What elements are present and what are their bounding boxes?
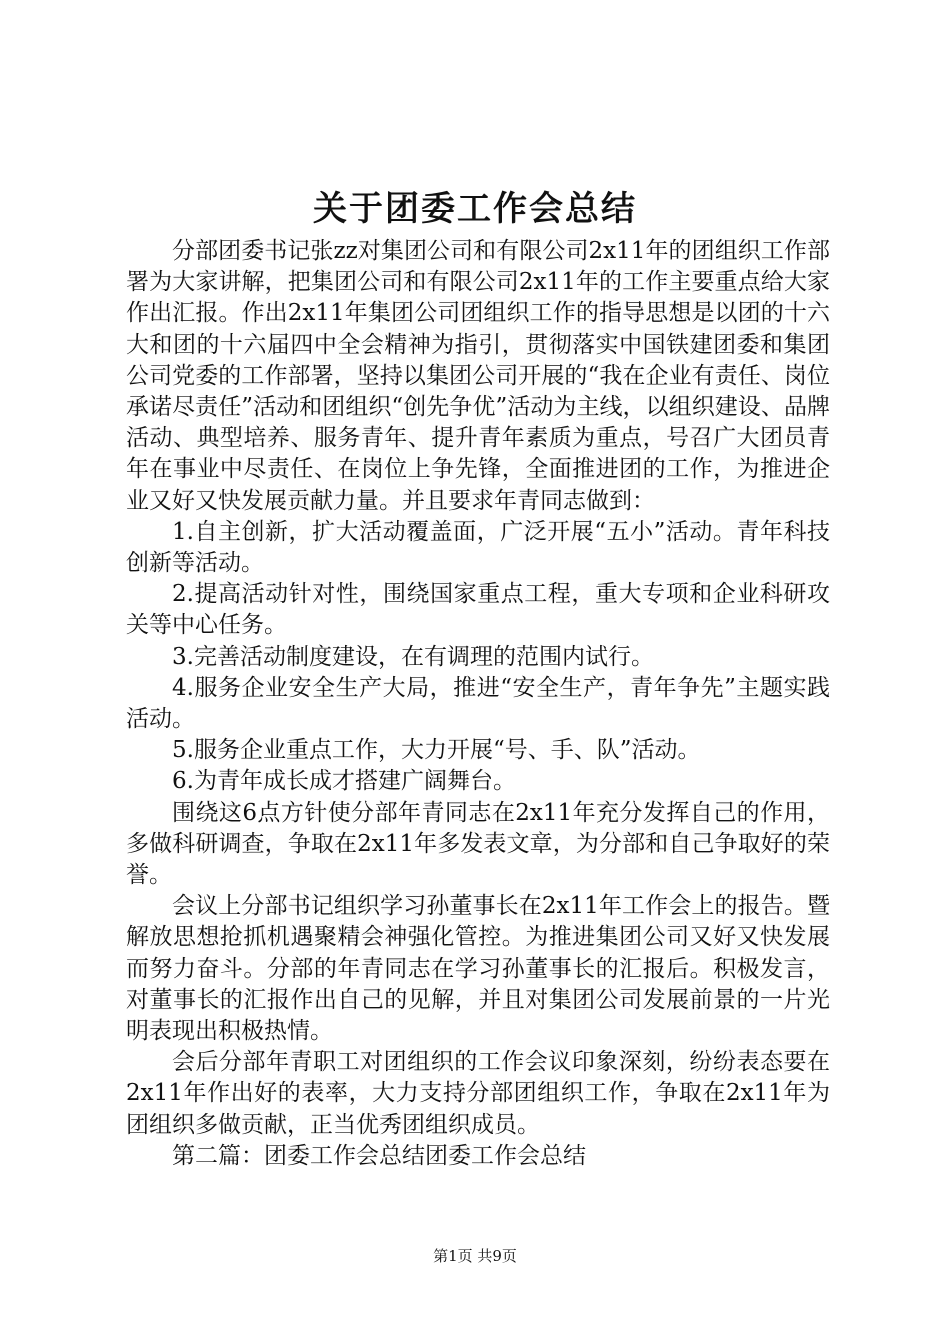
page-number: 第1页 共9页 xyxy=(433,1247,517,1265)
document-title: 关于团委工作会总结 xyxy=(313,189,637,229)
section-heading: 第二篇：团委工作会总结团委工作会总结 xyxy=(172,1142,586,1169)
list-item: 2.提高活动针对性，围绕国家重点工程，重大专项和企业科研攻关等中心任务。 xyxy=(126,581,830,639)
list-item: 6.为青年成长成才搭建广阔舞台。 xyxy=(172,768,516,795)
list-item: 1.自主创新，扩大活动覆盖面，广泛开展“五小”活动。青年科技创新等活动。 xyxy=(126,518,830,577)
paragraph: 会后分部年青职工对团组织的工作会议印象深刻，纷纷表态要在2x11年作出好的表率，大力支持分部团组织工作，争取在2x11年为团组织多做贡献，正当优秀团组织成员。 xyxy=(126,1049,830,1138)
list-item: 3.完善活动制度建设，在有调理的范围内试行。 xyxy=(172,643,654,670)
list-item: 5.服务企业重点工作，大力开展“号、手、队”活动。 xyxy=(172,737,701,764)
paragraph: 会议上分部书记组织学习孙董事长在2x11年工作会上的报告。暨解放思想抢抓机遇聚精会神强化管控。为推进集团公司又好又快发展而努力奋斗。分部的年青同志在学习孙董事长的汇报后。积极发言，对董事长的汇报作出自己的见解，并且对集团公司发展前景的一片光明表现出积极热情。 xyxy=(126,893,830,1045)
document-body xyxy=(126,236,830,1172)
list-item: 4.服务企业安全生产大局，推进“安全生产，青年争先”主题实践活动。 xyxy=(126,674,830,733)
paragraph: 分部团委书记张zz对集团公司和有限公司2x11年的团组织工作部署为大家讲解，把集团公司和有限公司2x11年的工作主要重点给大家作出汇报。作出2x11年集团公司团组织工作的指导思想是以团的十六大和团的十六届四中全会精神为指引，贯彻落实中国铁建团委和集团公司党委的工作部署，坚持以集团公司开展的“我在企业有责任、岗位承诺尽责任”活动和团组织“创先争优”活动为主线，以组织建设、品牌活动、典型培养、服务青年、提升青年素质为重点，号召广大团员青年在事业中尽责任、在岗位上争先锋，全面推进团的工作，为推进企业又好又快发展贡献力量。并且要求年青同志做到： xyxy=(126,238,830,514)
paragraph: 围绕这6点方针使分部年青同志在2x11年充分发挥自己的作用，多做科研调查，争取在2x11年多发表文章，为分部和自己争取好的荣誉。 xyxy=(126,799,830,889)
